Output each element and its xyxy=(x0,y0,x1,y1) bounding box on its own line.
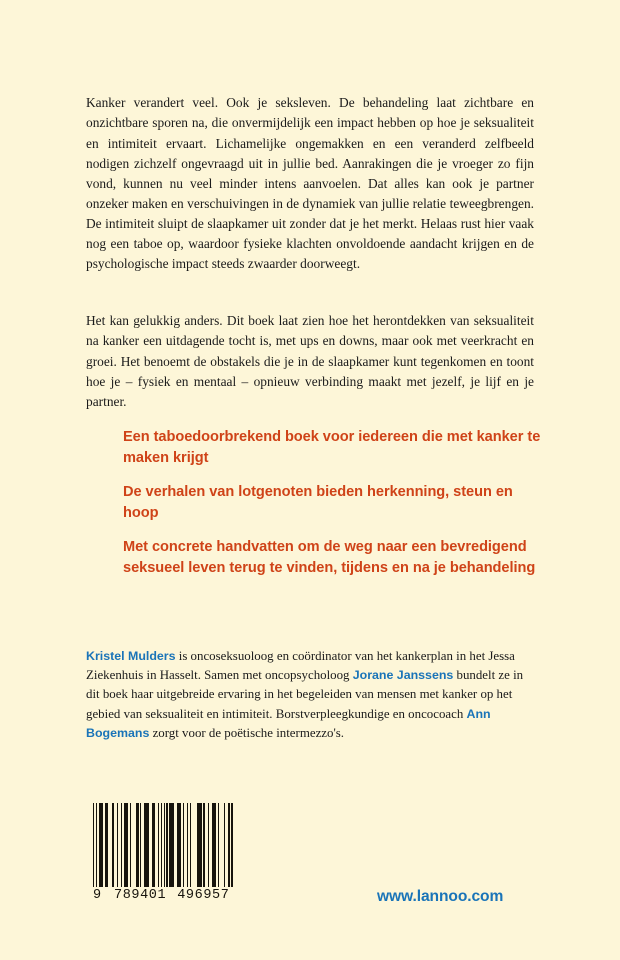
isbn-group-1: 789401 xyxy=(114,888,167,903)
key-point-1: Een taboedoorbrekend boek voor iedereen die met kanker te maken krijgt xyxy=(123,429,541,466)
author-name-ann-bogemans: Ann Bogemans xyxy=(86,706,491,741)
key-point-3: Met concrete handvatten om de weg naar een bevredigend seksueel leven terug te vinden, tijdens en na je behandeling xyxy=(123,539,536,576)
isbn-barcode xyxy=(93,803,233,903)
key-point-2: De verhalen van lotgenoten bieden herkenning, steun en hoop xyxy=(123,484,513,521)
author-name-kristel-mulders: Kristel Mulders xyxy=(86,648,176,663)
key-selling-points xyxy=(123,427,543,578)
author-biography xyxy=(86,647,538,743)
bio-segment-2: bundelt ze in dit boek haar uitgebreide ervaring in het begeleiden van mensen met kanker op het gebied van seksualiteit en intimiteit. Borstverpleegkundige en oncocoach xyxy=(86,668,524,721)
bio-segment-1: is oncoseksuoloog en coördinator van het kankerplan in het Jessa Ziekenhuis in Hasselt. Samen met oncopsycholoog xyxy=(86,648,515,683)
blurb-paragraph-2: Het kan gelukkig anders. Dit boek laat zien hoe het herontdekken van seksualiteit na kanker een uitdagende tocht is, met ups en downs, maar ook met veerkracht en groei. Het benoemt de obstakels die je in de slaapkamer kunt tegenkomen en toont hoe je – fysiek en mentaal – opnieuw verbinding maakt met jezelf, je lijf en je partner. xyxy=(86,313,534,409)
isbn-group-2: 496957 xyxy=(177,888,230,903)
barcode-bars xyxy=(93,803,233,887)
publisher-website-url[interactable]: www.lannoo.com xyxy=(377,888,504,905)
author-name-jorane-janssens: Jorane Janssens xyxy=(352,668,454,683)
isbn-lead-digit: 9 xyxy=(93,888,102,903)
bio-segment-3: zorgt voor de poëtische intermezzo's. xyxy=(149,726,345,741)
isbn-number xyxy=(93,888,233,903)
blurb-paragraph-1: Kanker verandert veel. Ook je seksleven. De behandeling laat zichtbare en onzichtbare sporen na, die onvermijdelijk een impact hebben op hoe je seksualiteit en intimiteit ervaart. Lichamelijke ongemakken en een veranderd zelfbeeld nodigen zichzelf ongevraagd uit in jullie bed. Aanrakingen die je vroeger zo fijn vond, kunnen nu veel minder intens aanvoelen. Dat alles kan ook je partner onzeker maken en verschuivingen in de dynamiek van jullie relatie teweegbrengen. De intimiteit sluipt de slaapkamer uit zonder dat je het merkt. Helaas rust hier vaak nog een taboe op, waardoor fysieke klachten onvoldoende aandacht krijgen en de psychologische impact steeds zwaarder doorweegt. xyxy=(86,95,534,272)
